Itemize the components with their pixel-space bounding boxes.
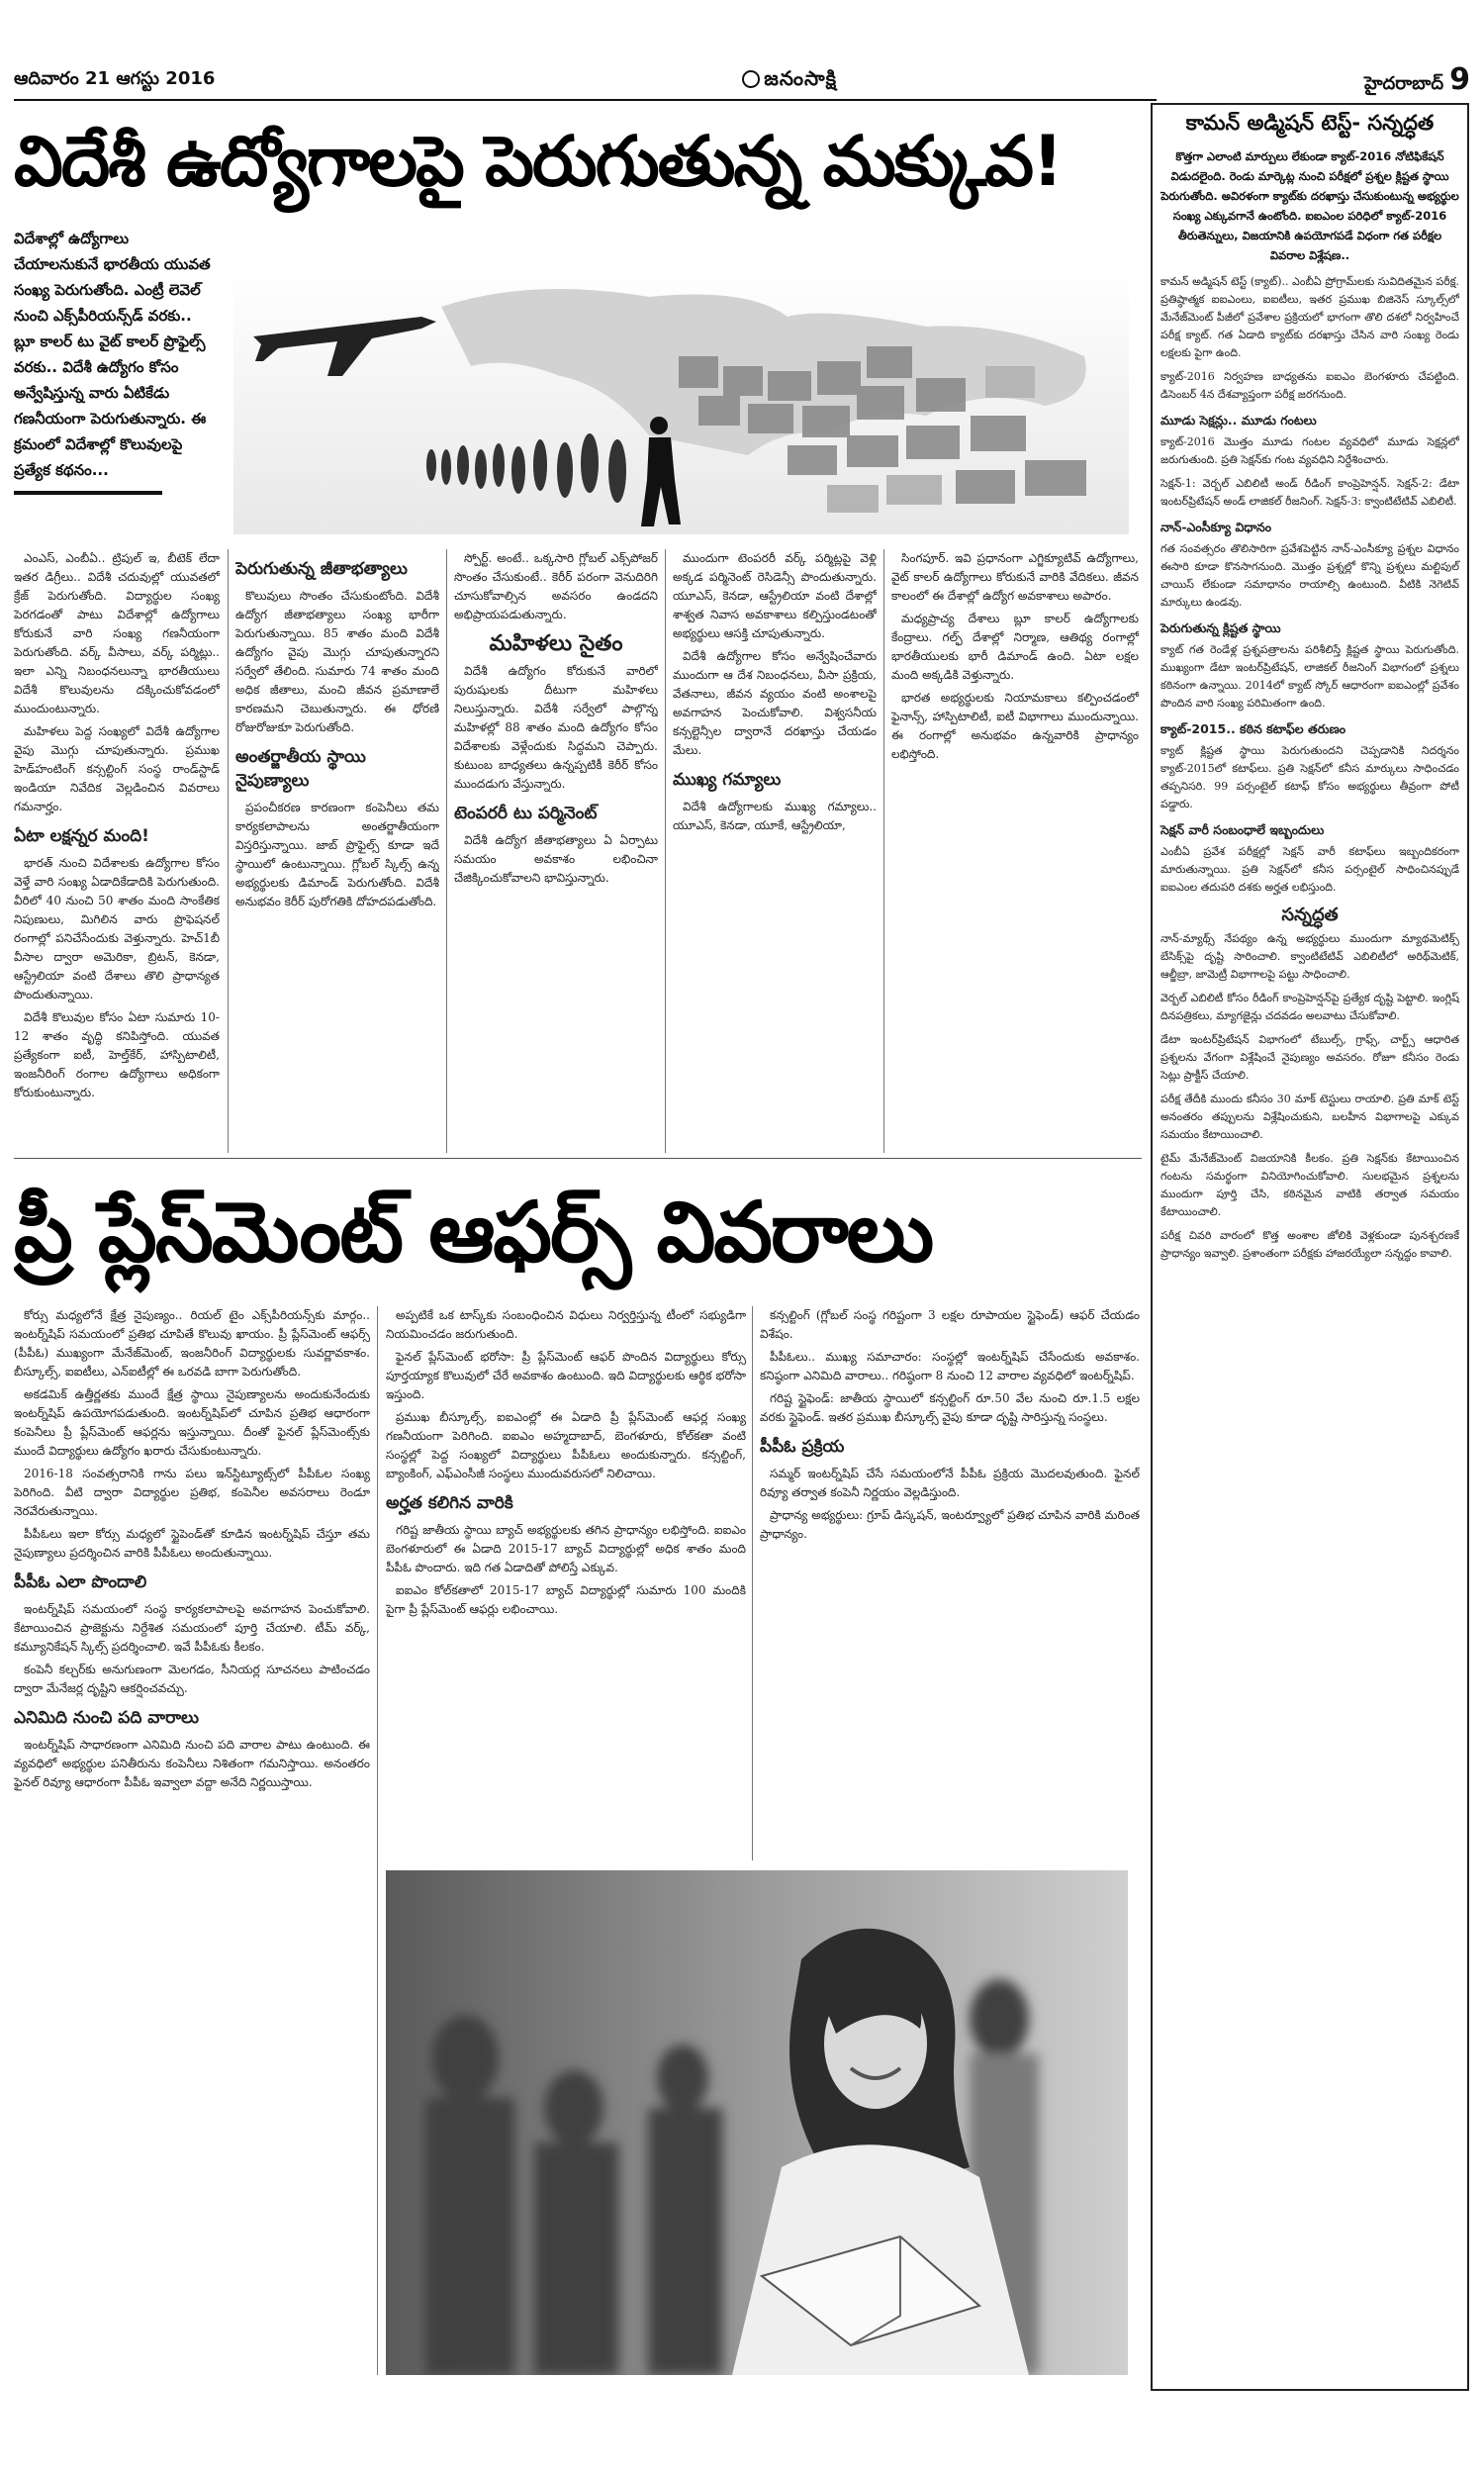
story1-subhead-global-skills: అంతర్జాతీయ స్థాయి నైపుణ్యాలు <box>235 747 366 791</box>
page-number: 9 <box>1449 62 1470 97</box>
story2-headline: ప్రీ ప్లేస్‌మెంట్ ఆఫర్స్ వివరాలు <box>14 1184 933 1281</box>
story2-col1-paragraph-2: అకడమిక్ ఉత్తీర్ణతకు ముందే క్షేత్ర స్థాయి నైపుణ్యాలను అందుకునేందుకు ఇంటర్న్‌షిప్ ఉపయోగపడుతుంది. ఇంటర్న్‌షిప్‌లో చూపిన ప్రతిభ ఆధారంగా కంపెనీలు ప్రీ ప్లేస్‌మెంట్ ఆఫర్లను ఇస్తున్నాయి. దీంతో ఫైనల్ ప్లేస్‌మెంట్స్‌కు ముందే విద్యార్థులు ఉద్యోగం ఖరారు చేసుకుంటున్నారు. <box>14 1387 370 1458</box>
sidebar-paragraph: ఎంబీఏ ప్రవేశ పరీక్షల్లో సెక్షన్ వారీ కటాఫ్‌లు ఇబ్బందికరంగా మారుతున్నాయి. ప్రతి సెక్షన్‌లో కనీస పర్సంటైల్ సాధించినప్పుడే ఐఐఎంల తదుపరి దశకు అర్హత లభిస్తుంది. <box>1160 845 1459 894</box>
story2-col3b-paragraph-1: సమ్మర్ ఇంటర్న్‌షిప్ చేసే సమయంలోనే పీపీఓ ప్రక్రియ మొదలవుతుంది. ఫైనల్ రివ్యూ తర్వాత కంపెనీ నిర్ణయం వెల్లడిస్తుంది. <box>760 1467 1140 1499</box>
column-rule <box>752 1306 753 1860</box>
story1-col2-paragraph-1: కొలువులు సొంతం చేసుకుంటోంది. విదేశీ ఉద్యోగ జీతాభత్యాలు సంఖ్య భారీగా పెరుగుతున్నాయి. 85 శాతం మంది విదేశీ ఉద్యోగం వైపు మొగ్గు చూపుతున్నారని సర్వేలో తేలింది. సుమారు 74 శాతం మంది అధిక జీతాలు, మంచి జీవన ప్రమాణాలే కారణమని చెబుతున్నారు. ఈ ధోరణి రోజురోజుకూ పెరుగుతోంది. <box>235 589 439 734</box>
column-rule <box>228 549 229 1153</box>
sidebar-paragraph: క్యాట్-2016 నిర్వహణ బాధ్యతను ఐఐఎం బెంగళూరు చేపట్టింది. డిసెంబర్ 4న దేశవ్యాప్తంగా పరీక్ష జరగనుంది. <box>1160 370 1459 401</box>
story2-subhead-how: పీపీఓ ఎలా పొందాలి <box>14 1572 147 1592</box>
story1-headline: విదేశీ ఉద్యోగాలపై పెరుగుతున్న మక్కువ! <box>14 121 1062 202</box>
sidebar-paragraph: సెక్షన్-1: వెర్బల్ ఎబిలిటీ అండ్ రీడింగ్ కాంప్రెహెన్షన్. సెక్షన్-2: డేటా ఇంటర్‌ప్రిటేషన్ అండ్ లాజికల్ రీజనింగ్. సెక్షన్-3: క్వాంటిటేటివ్ ఎబిలిటీ. <box>1160 477 1459 508</box>
story1-lead <box>14 226 217 495</box>
sidebar-paragraph: పరీక్ష చివరి వారంలో కొత్త అంశాల జోలికి వెళ్లకుండా పునశ్చరణకే ప్రాధాన్యం ఇవ్వాలి. ప్రశాంతంగా పరీక్షకు హాజరయ్యేలా సన్నద్ధం కావాలి. <box>1160 1229 1459 1260</box>
sidebar-paragraph: గత సంవత్సరం తొలిసారిగా ప్రవేశపెట్టిన నాన్-ఎంసీక్యూ ప్రశ్నల విధానం ఈసారి కూడా కొనసాగనుంది. మొత్తం ప్రశ్నల్లో కొన్ని ప్రశ్నలు మల్టిపుల్ చాయిస్ లేకుండా సమాధానం రాయాల్సి ఉంటుంది. వీటికి నెగెటివ్ మార్కులు ఉండవు. <box>1160 542 1459 609</box>
sidebar-body <box>1160 273 1459 1263</box>
story1-column-5 <box>891 549 1139 1153</box>
story2-column-2 <box>386 1306 746 1860</box>
sidebar-paragraph: క్యాట్-2016 మొత్తం మూడు గంటల వ్యవధిలో మూడు సెక్షన్లలో జరుగుతుంది. ప్రతి సెక్షన్‌కు గంట వ్యవధిని నిర్దేశించారు. <box>1160 435 1459 466</box>
story2-col2b-paragraph-1: గరిష్ట జాతీయ స్థాయి బ్యాచ్ అభ్యర్థులకు తగిన ప్రాధాన్యం లభిస్తోంది. ఐఐఎం బెంగళూరులో ఈ ఏడాది 2015-17 బ్యాచ్ విద్యార్థుల్లో అధిక శాతం మంది పీపీఓ పొందారు. ఇది గత ఏడాదితో పోలిస్తే ఎక్కువ. <box>386 1523 746 1574</box>
story1-col4-paragraph-2: విదేశీ ఉద్యోగాల కోసం అన్వేషించేవారు ముందుగా ఆ దేశ నిబంధనలు, వీసా ప్రక్రియ, వేతనాలు, జీవన వ్యయం వంటి అంశాలపై అవగాహన పెంచుకోవాలి. విశ్వసనీయ కన్సల్టెన్సీల ద్వారానే దరఖాస్తు చేయడం మేలు. <box>673 649 877 757</box>
story2-col3-paragraph-1: కన్సల్టింగ్ (గ్లోబల్ సంస్థ గరిష్టంగా 3 లక్షల రూపాయల స్టైఫెండ్) ఆఫర్ చేయడం విశేషం. <box>760 1308 1140 1341</box>
story2-col2-paragraph-1: అప్పటికే ఒక టాస్క్‌కు సంబంధించిన విధులు నిర్వర్తిస్తున్న టీంలో సభ్యుడిగా నియమించడం జరుగుతుంది. <box>386 1308 746 1341</box>
story1-col1-paragraph-2: మహిళలు పెద్ద సంఖ్యలో విదేశీ ఉద్యోగాల వైపు మొగ్గు చూపుతున్నారు. ప్రముఖ హెడ్‌హంటింగ్ కన్సల్టింగ్ సంస్థ రాండ్‌స్టాడ్ ఇండియా నివేదిక వెల్లడించిన వివరాలు గమనార్హం. <box>14 724 220 813</box>
story1-column-2 <box>235 549 439 1153</box>
sidebar-paragraph: వెర్బల్ ఎబిలిటీ కోసం రీడింగ్ కాంప్రెహెన్షన్‌పై ప్రత్యేక దృష్టి పెట్టాలి. ఇంగ్లిష్ దినపత్రికలు, మ్యాగజైన్లు చదవడం అలవాటు చేసుకోవాలి. <box>1160 992 1459 1022</box>
masthead-rule <box>14 99 1157 101</box>
story2-col1-paragraph-3: 2016-18 సంవత్సరానికి గాను పలు ఇన్‌స్టిట్యూట్స్‌లో పీపీఓల సంఖ్య పెరిగింది. వీటి ద్వారా విద్యార్థుల ప్రతిభ, కంపెనీల అవసరాలు రెండూ నెరవేరుతున్నాయి. <box>14 1467 370 1518</box>
story2-col3-paragraph-3: గరిష్ట స్టైఫెండ్: జాతీయ స్థాయిలో కన్సల్టింగ్ రూ.50 వేల నుంచి రూ.1.5 లక్షల వరకు స్టైఫెండ్. ఇతర ప్రముఖ బీస్కూల్స్ వైపు కూడా దృష్టి సారిస్తున్న సంస్థలు. <box>760 1391 1140 1424</box>
masthead <box>14 63 1470 97</box>
page-info <box>1364 62 1470 98</box>
story2-col3b-paragraph-2: ప్రాధాన్య అభ్యర్థులు: గ్రూప్ డిస్కషన్, ఇంటర్వ్యూలో ప్రతిభ చూపిన వారికి మరింత ప్రాధాన్యం. <box>760 1508 1140 1541</box>
story1-subhead-annual: ఏటా లక్షన్నర మంది! <box>14 826 149 846</box>
story1-subhead-salaries: పెరుగుతున్న జీతాభత్యాలు <box>235 559 408 579</box>
logo-text: జనంసాక్షి <box>764 65 838 90</box>
city-name: హైదరాబాద్ <box>1363 73 1444 94</box>
sidebar-subhead-non-mcq: నాన్-ఎంసీక్యూ విధానం <box>1160 520 1272 534</box>
logo-icon <box>742 70 760 88</box>
sidebar-paragraph: పరీక్ష తేదీకి ముందు కనీసం 30 మాక్ టెస్టులు రాయాలి. ప్రతి మాక్ టెస్ట్ అనంతరం తప్పులను విశ్లేషించుకుని, బలహీన విభాగాలపై ఎక్కువ సమయం కేటాయించాలి. <box>1160 1093 1459 1141</box>
sidebar-paragraph: క్యాట్ గత రెండేళ్ల ప్రశ్నపత్రాలను పరిశీలిస్తే క్లిష్టత స్థాయి పెరుగుతోంది. ముఖ్యంగా డేటా ఇంటర్‌ప్రిటేషన్, లాజికల్ రీజనింగ్ విభాగంలో ప్రశ్నలు కఠినంగా ఉన్నాయి. 2014లో క్యాట్ స్కోర్ ఆధారంగా ఐఐఎంల్లో ప్రవేశం పొందిన వారి సంఖ్య పరిమితంగా ఉంది. <box>1160 643 1459 710</box>
column-rule <box>446 549 447 1153</box>
story2-col3-paragraph-2: పీపీఓలు.. ముఖ్య సమాచారం: సంస్థల్లో ఇంటర్న్‌షిప్ చేసేందుకు అవకాశం. కనిష్ఠంగా ఎనిమిది వారాలు.. గరిష్ఠంగా 8 నుంచి 12 వారాల వ్యవధిలో ఇంటర్న్‌షిప్. <box>760 1350 1140 1382</box>
column-rule <box>665 549 666 1153</box>
story1-col4-paragraph-1: ముందుగా టెంపరరీ వర్క్ పర్మిట్లపై వెళ్లి అక్కడ పర్మినెంట్ రెసిడెన్సీ పొందుతున్నారు. యూఎస్, కెనడా, ఆస్ట్రేలియా వంటి దేశాల్లో శాశ్వత నివాస అవకాశాలు కల్పిస్తుండటంతో అభ్యర్థులు ఆసక్తి చూపుతున్నారు. <box>673 551 877 640</box>
sidebar-subhead-difficulty: పెరుగుతున్న క్లిష్టత స్థాయి <box>1160 620 1281 635</box>
story2-column-1 <box>14 1306 370 2380</box>
story1-col3-paragraph-1: స్పోర్ట్. అంటే.. ఒక్కసారి గ్లోబల్ ఎక్స్‌పోజర్ సొంతం చేసుకుంటే.. కెరీర్ పరంగా వెనుదిరిగి చూసుకోవాల్సిన అవసరం ఉండదని అభిప్రాయపడుతున్నారు. <box>454 551 658 621</box>
column-rule <box>883 549 884 1153</box>
student-reading-photo <box>386 1870 1128 2375</box>
sidebar-subhead-sections: మూడు సెక్షన్లు.. మూడు గంటలు <box>1160 413 1317 428</box>
sidebar-title: కామన్ అడ్మిషన్ టెస్ట్- సన్నద్ధత <box>1185 111 1435 135</box>
story1-col5-paragraph-1: సింగపూర్. ఇవి ప్రధానంగా ఎగ్జిక్యూటివ్ ఉద్యోగాలు, వైట్ కాలర్ ఉద్యోగాలు కోరుకునే వారికి వేదికలు. జీవన కాలంలో ఈ దేశాల్లో ఉద్యోగ అవకాశాలు అపారం. <box>891 551 1139 603</box>
story1-col3-paragraph-2: విదేశీ ఉద్యోగం కోరుకునే వారిలో పురుషులకు దీటుగా మహిళలు నిలుస్తున్నారు. విదేశీ సర్వేలో పాల్గొన్న మహిళల్లో 88 శాతం మంది ఉద్యోగం కోసం విదేశాలకు వెళ్లేందుకు సిద్ధమని చెప్పారు. కుటుంబ బాధ్యతలు ఉన్నప్పటికీ కెరీర్ కోసం ముందడుగు వేస్తున్నారు. <box>454 664 658 791</box>
story1-col5-paragraph-2: మధ్యప్రాచ్య దేశాలు బ్లూ కాలర్ ఉద్యోగాలకు కేంద్రాలు. గల్ఫ్ దేశాల్లో నిర్మాణ, ఆతిథ్య రంగాల్లో భారతీయులకు భారీ డిమాండ్ ఉంది. ఏటా లక్షల మంది అక్కడికి వెళ్తున్నారు. <box>891 612 1139 682</box>
story1-column-3 <box>454 549 658 1153</box>
story1-column-1 <box>14 549 220 1153</box>
sidebar-paragraph: క్యాట్ క్లిష్టత స్థాయి పెరుగుతుందని చెప్పడానికి నిదర్శనం క్యాట్-2015లో కటాఫ్‌లు. ప్రతి సెక్షన్‌లో కనీస మార్కులు సాధించడం తప్పనిసరి. 99 పర్సంటైల్ కటాఫ్ కోసం అభ్యర్థులు తీవ్రంగా పోటీ పడ్డారు. <box>1160 744 1459 810</box>
story2-col2b-paragraph-2: ఐఐఎం కోల్‌కతాలో 2015-17 బ్యాచ్ విద్యార్థుల్లో సుమారు 100 మందికి పైగా ప్రీ ప్లేస్‌మెంట్ ఆఫర్లు లభించాయి. <box>386 1583 746 1616</box>
story2-col1b-paragraph-2: కంపెనీ కల్చర్‌కు అనుగుణంగా మెలగడం, సీనియర్ల సూచనలు పాటించడం ద్వారా మేనేజర్ల దృష్టిని ఆకర్షించవచ్చు. <box>14 1663 370 1695</box>
story-separator <box>14 1158 1142 1159</box>
sidebar-intro: కొత్తగా ఎలాంటి మార్పులు లేకుండా క్యాట్-2016 నోటిఫికేషన్ విడుదలైంది. రెండు మార్కెట్ల నుంచి పరీక్షలో ప్రశ్నల క్లిష్టత స్థాయి పెరుగుతోంది. అవిరళంగా క్యాట్‌కు దరఖాస్తు చేసుకుంటున్న అభ్యర్థుల సంఖ్య ఎక్కువగానే ఉంటోంది. ఐఐఎంల పరిధిలో క్యాట్-2016 తీరుతెన్నులు, విజయానికి ఉపయోగపడే విధంగా గత పరీక్షల వివరాల విశ్లేషణ.. <box>1160 149 1459 262</box>
sidebar-paragraph: నాన్-మ్యాథ్స్ నేపథ్యం ఉన్న అభ్యర్థులు ముందుగా మ్యాథమెటిక్స్ బేసిక్స్‌పై దృష్టి సారించాలి. క్వాంటిటేటివ్ ఎబిలిటీలో అరిథ్‌మెటిక్, ఆల్జీబ్రా, జామెట్రీ విభాగాలపై పట్టు సాధించాలి. <box>1160 932 1459 981</box>
story2-column-3 <box>760 1306 1140 1860</box>
sidebar-paragraph: డేటా ఇంటర్‌ప్రిటేషన్ విభాగంలో టేబుల్స్, గ్రాఫ్స్, చార్ట్స్ ఆధారిత ప్రశ్నలను వేగంగా విశ్లేషించే నైపుణ్యం అవసరం. రోజూ కనీసం రెండు సెట్లు ప్రాక్టీస్ చేయాలి. <box>1160 1033 1459 1082</box>
sidebar-paragraph: కామన్ అడ్మిషన్ టెస్ట్ (క్యాట్).. ఎంబీఏ ప్రోగ్రామ్‌లకు సువిదితమైన పరీక్ష. ప్రతిష్ఠాత్మక ఐఐఎంలు, ఐఐటీలు, ఇతర ప్రముఖ బిజినెస్ స్కూల్స్‌లో మేనేజ్‌మెంట్ పీజీలో ప్రవేశాల ప్రక్రియలో భాగంగా తొలి దశలో నిర్వహించే పరీక్ష క్యాట్. గత ఏడాది క్యాట్‌కు దరఖాస్తు చేసిన వారి సంఖ్య రెండు లక్షలకు పైగా ఉంది. <box>1160 275 1459 359</box>
story1-col2b-paragraph-1: ప్రపంచీకరణ కారణంగా కంపెనీలు తమ కార్యకలాపాలను అంతర్జాతీయంగా విస్తరిస్తున్నాయి. జాబ్ ప్రొఫైల్స్ కూడా ఇదే స్థాయిలో ఉంటున్నాయి. గ్లోబల్ స్కిల్స్ ఉన్న అభ్యర్థులకు డిమాండ్ పెరుగుతోంది. విదేశీ అనుభవం కెరీర్ పురోగతికి దోహదపడుతోంది. <box>235 801 439 908</box>
sidebar-subhead-cutoffs: క్యాట్-2015.. కఠిన కటాఫ్‌ల తరుణం <box>1160 721 1346 736</box>
story1-col1b-paragraph-1: భారత్ నుంచి విదేశాలకు ఉద్యోగాల కోసం వెళ్తే వారి సంఖ్య ఏడాదికేడాదికి పెరుగుతుంది. వీరిలో 40 నుంచి 50 శాతం మంది సాంకేతిక నిపుణులు, మిగిలిన వారు ప్రొఫెషనల్ రంగాల్లో పనిచేసేందుకు వెళ్తున్నారు. హెచ్1బీ వీసాల ద్వారా అమెరికా, బ్రిటన్, కెనడా, ఆస్ట్రేలియా వంటి దేశాలు తొలి ప్రాధాన్యత పొందుతున్నాయి. <box>14 856 220 1001</box>
story2-subhead-process: పీపీఓ ప్రక్రియ <box>760 1437 845 1457</box>
world-map-travel-illustration <box>233 267 1129 534</box>
story2-col1c-paragraph-1: ఇంటర్న్‌షిప్ సాధారణంగా ఎనిమిది నుంచి పది వారాల పాటు ఉంటుంది. ఈ వ్యవధిలో అభ్యర్థుల పనితీరును కంపెనీలు నిశితంగా గమనిస్తాయి. అనంతరం ఫైనల్ రివ్యూ ఆధారంగా పీపీఓ ఇవ్వాలా వద్దా అనేది నిర్ణయిస్తాయి. <box>14 1738 370 1789</box>
sidebar-subhead-sectional: సెక్షన్ వారీ సంబంధాలే ఇబ్బందులు <box>1160 822 1325 837</box>
story1-col4b-paragraph-1: విదేశీ ఉద్యోగాలకు ముఖ్య గమ్యాలు.. యూఎస్, కెనడా, యూకే, ఆస్ట్రేలియా, <box>673 800 877 832</box>
cat-sidebar <box>1151 103 1469 2391</box>
newspaper-logo <box>742 66 837 95</box>
story2-col1-paragraph-1: కోర్సు మధ్యలోనే క్షేత్ర నైపుణ్యం.. రియల్ టైం ఎక్స్‌పీరియన్స్‌కు మార్గం.. ఇంటర్న్‌షిప్ సమయంలో ప్రతిభ చూపితే కొలువు ఖాయం. ప్రీ ప్లేస్‌మెంట్ ఆఫర్స్ (పీపీఓ) ముఖ్యంగా మేనేజ్‌మెంట్, ఇంజనీరింగ్ విద్యార్థులకు సువర్ణావకాశం. బీస్కూల్స్, ఐఐటీలు, ఎన్‌ఐటీల్లో ఈ ఒరవడి బాగా పెరుగుతోంది. <box>14 1308 370 1379</box>
sidebar-subhead-preparation: సన్నద్ధత <box>1281 904 1339 925</box>
story1-col1-paragraph-1: ఎంఎస్, ఎంబీఏ.. ట్రిపుల్ ఇ, బీటెక్ లేదా ఇతర డిగ్రీలు.. విదేశీ చదువుల్లో యువతలో క్రేజ్ పెరుగుతోంది. విద్యార్థుల సంఖ్య పెరగడంతో పాటు విదేశాల్లో ఉద్యోగాలు కోరుకునే వారి సంఖ్య గణనీయంగా పెరుగుతోంది. వర్క్ వీసాలు, వర్క్ పర్మిట్లు.. ఇలా ఎన్ని నిబంధనలున్నా భారతీయులు విదేశీ కొలువులను దక్కించుకోవడంలో ముందుంటున్నారు. <box>14 551 220 715</box>
story1-col1b-paragraph-2: విదేశీ కొలువుల కోసం ఏటా సుమారు 10-12 శాతం వృద్ధి కనిపిస్తోంది. యువత ప్రత్యేకంగా ఐటీ, హెల్త్‌కేర్, హాస్పిటాలిటీ, ఇంజనీరింగ్ రంగాల ఉద్యోగాలు అధికంగా కోరుకుంటున్నారు. <box>14 1010 220 1099</box>
lead-divider <box>14 491 162 495</box>
column-rule <box>377 1306 378 2375</box>
story1-col3b-paragraph-1: విదేశీ ఉద్యోగ జీతాభత్యాలు ఏ ఏర్పాటు సమయం అవకాశం లభించినా చేజిక్కించుకోవాలని భావిస్తున్నారు. <box>454 833 658 885</box>
story2-subhead-eligibility: అర్హత కలిగిన వారికి <box>386 1493 513 1513</box>
story2-subhead-duration: ఎనిమిది నుంచి పది వారాలు <box>14 1708 199 1728</box>
story2-col1b-paragraph-1: ఇంటర్న్‌షిప్ సమయంలో సంస్థ కార్యకలాపాలపై అవగాహన పెంచుకోవాలి. కేటాయించిన ప్రాజెక్టును నిర్దేశిత సమయంలో పూర్తి చేయాలి. టీమ్ వర్క్, కమ్యూనికేషన్ స్కిల్స్ ప్రదర్శించాలి. ఇవే పీపీఓకు కీలకం. <box>14 1602 370 1654</box>
story1-lead-text: విదేశాల్లో ఉద్యోగాలు చేయాలనుకునే భారతీయ యువత సంఖ్య పెరుగుతోంది. ఎంట్రీ లెవెల్ నుంచి ఎక్స్‌పీరియన్స్‌డ్ వరకు.. బ్లూ కాలర్ టు వైట్ కాలర్ ప్రొఫైల్స్ వరకు.. విదేశీ ఉద్యోగం కోసం అన్వేషిస్తున్న వారు ఏటికేడు గణనీయంగా పెరుగుతున్నారు. ఈ క్రమంలో విదేశాల్లో కొలువులపై ప్రత్యేక కథనం... <box>14 230 211 479</box>
story1-column-4 <box>673 549 877 1153</box>
story1-col5-paragraph-3: భారత అభ్యర్థులకు నియామకాలు కల్పించడంలో ఫైనాన్స్, హాస్పిటాలిటీ, ఐటీ విభాగాలు ముందున్నాయి. ఈ రంగాల్లో అనుభవం ఉన్నవారికి ప్రాధాన్యం లభిస్తోంది. <box>891 691 1139 761</box>
story1-subhead-women: మహిళలు సైతం <box>489 631 623 656</box>
sidebar-paragraph: టైమ్ మేనేజ్‌మెంట్ విజయానికి కీలకం. ప్రతి సెక్షన్‌కు కేటాయించిన గంటను సమర్థంగా వినియోగించుకోవాలి. సులభమైన ప్రశ్నలను ముందుగా పూర్తి చేసి, కఠినమైన వాటికి తర్వాత సమయం కేటాయించాలి. <box>1160 1152 1459 1218</box>
story2-col1-paragraph-4: పీపీఓలు ఇలా కోర్సు మధ్యలో స్టైపెండ్‌తో కూడిన ఇంటర్న్‌షిప్ చేస్తూ తమ నైపుణ్యాలు ప్రదర్శించిన వారికి పీపీఓలు అందుతున్నాయి. <box>14 1527 370 1560</box>
story1-subhead-temporary: టెంపరరీ టు పర్మినెంట్ <box>454 804 598 823</box>
story1-subhead-destinations: ముఖ్య గమ్యాలు <box>673 770 782 790</box>
story2-col2-paragraph-3: ప్రముఖ బీస్కూల్స్, ఐఐఎంల్లో ఈ ఏడాది ప్రీ ప్లేస్‌మెంట్ ఆఫర్ల సంఖ్య గణనీయంగా పెరిగింది. ఐఐఎం అహ్మదాబాద్, బెంగళూరు, కోల్‌కతా వంటి సంస్థల్లో పెద్ద సంఖ్యలో విద్యార్థులు పీపీఓలు అందుకున్నారు. కన్సల్టింగ్, బ్యాంకింగ్, ఎఫ్‌ఎంసీజీ సంస్థలు ముందువరుసలో నిలిచాయి. <box>386 1410 746 1480</box>
story2-col2-paragraph-2: ఫైనల్ ప్లేస్‌మెంట్ భరోసా: ప్రీ ప్లేస్‌మెంట్ ఆఫర్ పొందిన విద్యార్థులు కోర్సు పూర్తయ్యాక కొలువులో చేరే అవకాశం ఉంటుంది. ఇది విద్యార్థులకు ఆర్థిక భరోసా ఇస్తుంది. <box>386 1350 746 1401</box>
issue-date: ఆదివారం 21 ఆగస్టు 2016 <box>14 67 216 89</box>
